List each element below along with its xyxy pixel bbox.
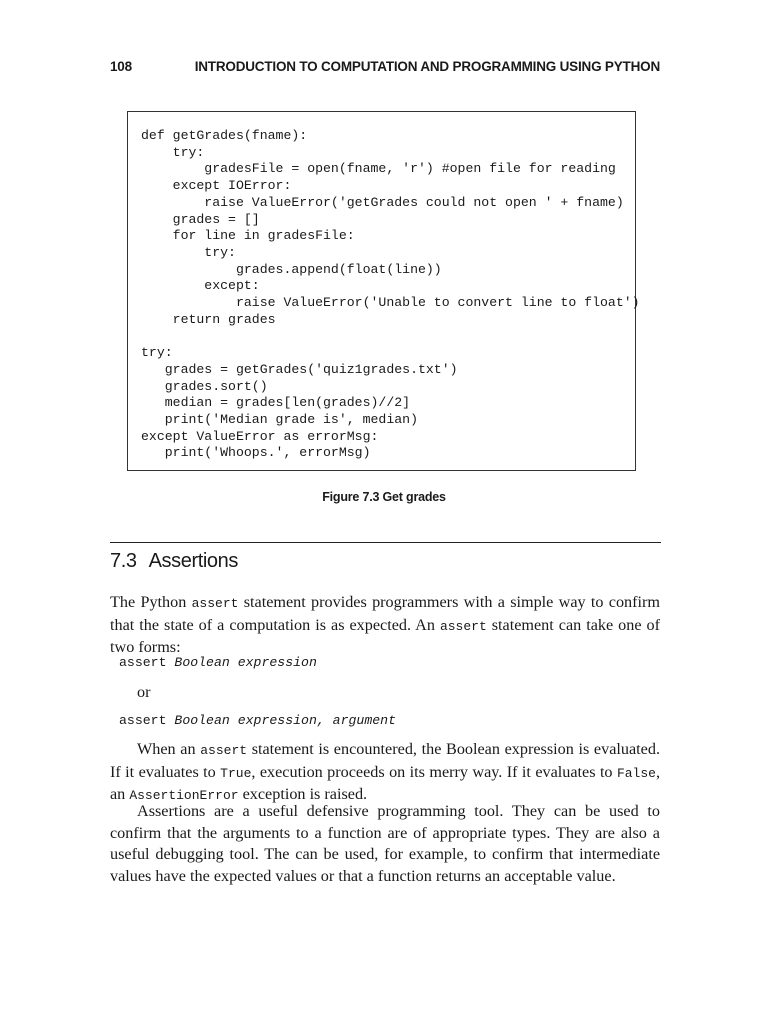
inline-code: AssertionError [129, 788, 239, 803]
assert-keyword: assert [119, 713, 175, 728]
paragraph-evaluation [110, 739, 660, 807]
section-divider [110, 542, 661, 543]
paragraph-usefulness: Assertions are a useful defensive programming tool. They can be used to confirm that the arguments to a function are of appropriate types. They are also a useful debugging tool. The can be used, for example, to confirm that intermediate values have the expected values or that a function returns an acceptable value. [110, 802, 660, 885]
page-number: 108 [110, 59, 132, 74]
text-run: statement can take one of two forms: [110, 615, 661, 656]
text-run: When an [137, 740, 201, 758]
inline-code: assert [439, 618, 487, 634]
section-heading [110, 550, 238, 573]
text-run: The Python [110, 593, 192, 611]
assert-argument: Boolean expression, argument [174, 713, 396, 728]
assert-keyword: assert [119, 655, 175, 670]
inline-code: assert [200, 743, 248, 758]
section-title: Assertions [148, 550, 238, 572]
text-run: exception is raised. [238, 785, 368, 803]
inline-code: True [220, 765, 252, 781]
assert-argument: Boolean expression [174, 655, 317, 670]
inline-code: False [616, 765, 656, 781]
section-number: 7.3 [110, 550, 137, 572]
paragraph-intro [110, 592, 660, 659]
page-header [110, 59, 660, 79]
code-listing: def getGrades(fname): try: gradesFile = open(fname, 'r') #open file for reading except IOError: raise ValueError('getGrades could not open ' + fname) grades = [] for line in gradesFile: try: grades.append(float(line)) except: raise ValueError('Unable to convert line to float') return grades try: grades = getGrades('quiz1grades.txt') grades.sort() median = grades[len(grades)//2] print('Median grade is', median) except ValueError as errorMsg: print('Whoops.', errorMsg) [141, 128, 640, 461]
code-figure-box [127, 111, 640, 471]
assert-form-2 [119, 713, 396, 728]
text-run: , an [110, 762, 660, 803]
running-head: INTRODUCTION TO COMPUTATION AND PROGRAMMING USING PYTHON [194, 59, 660, 74]
text-run: , execution proceeds on its merry way. If it evaluates to [251, 762, 617, 781]
text-run: statement is encountered, the Boolean expression is evaluated. If it evaluates to [110, 740, 660, 781]
text-run: statement provides programmers with a simple way to confirm that the state of a computation is as expected. An [110, 593, 661, 634]
figure-caption: Figure 7.3 Get grades [322, 490, 446, 504]
or-text: or [137, 683, 151, 701]
assert-form-1 [119, 655, 317, 670]
inline-code: assert [191, 596, 239, 611]
